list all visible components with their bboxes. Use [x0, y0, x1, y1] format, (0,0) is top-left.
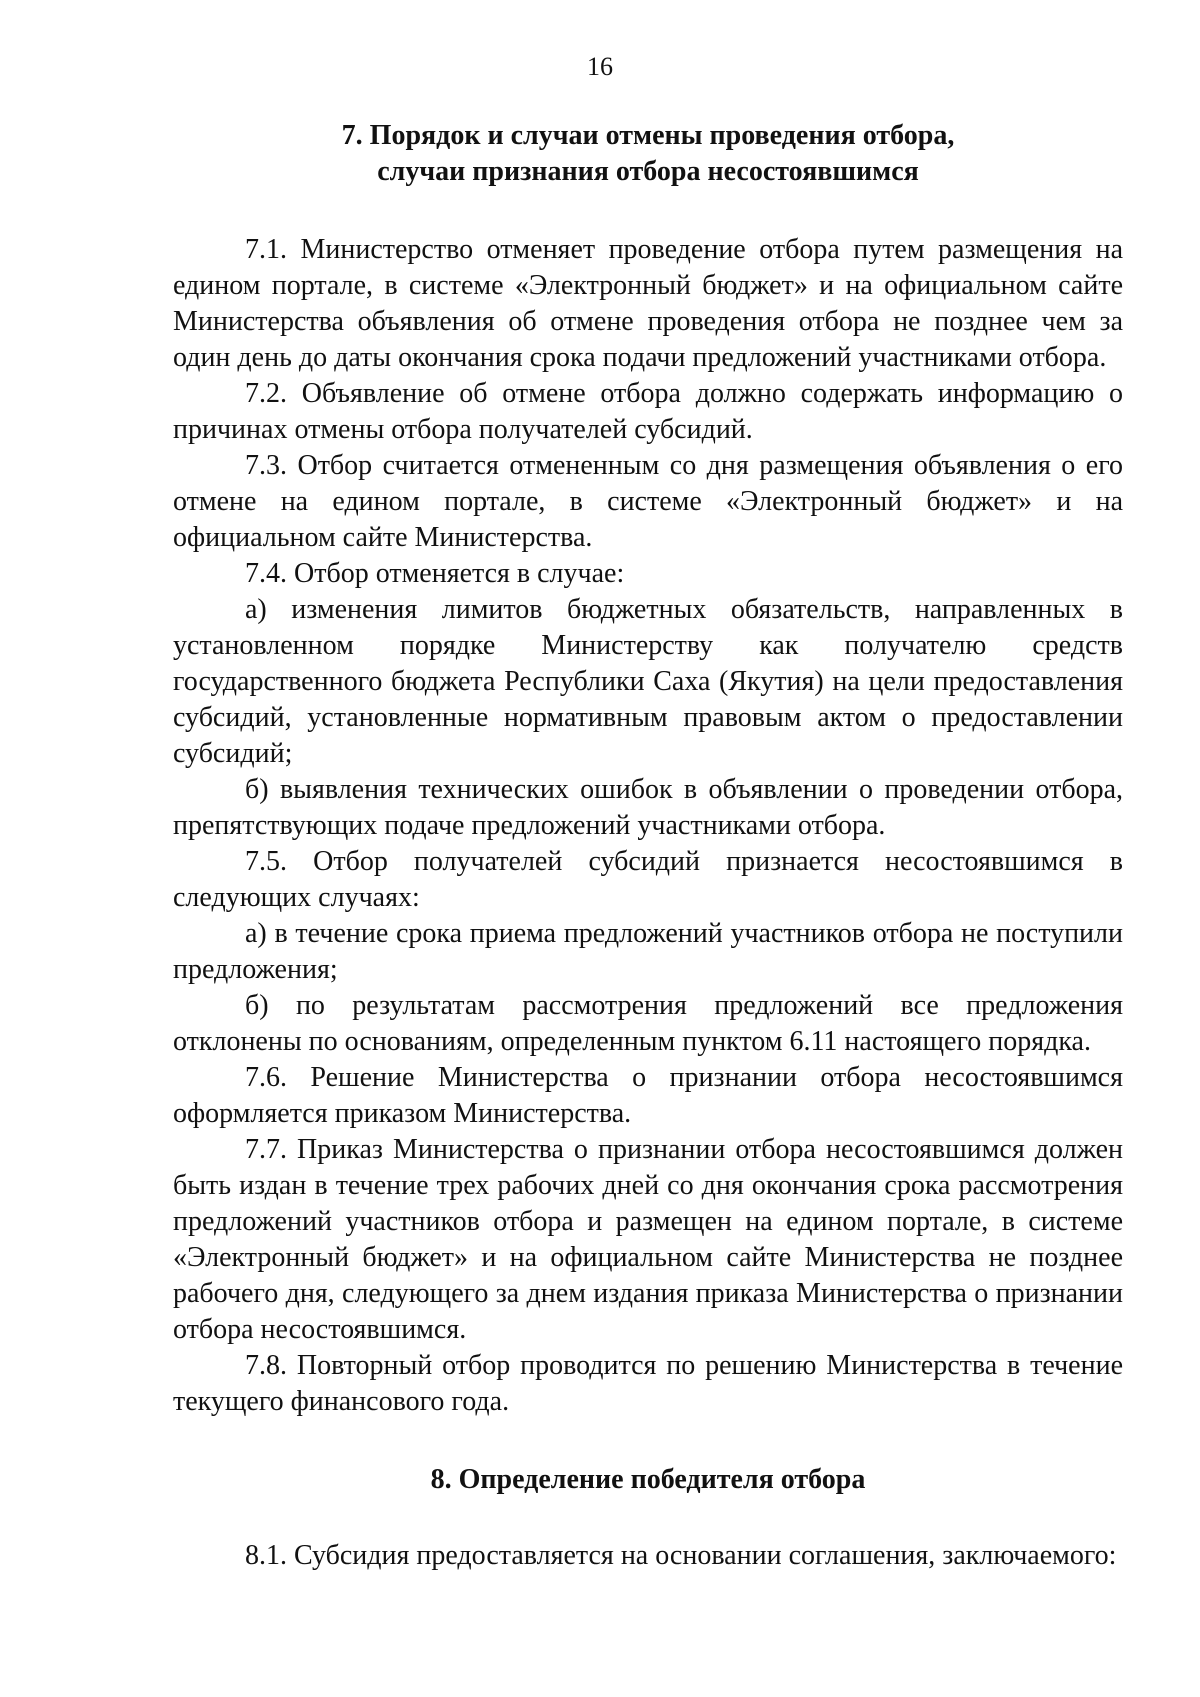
- paragraph-7-7: 7.7. Приказ Министерства о признании отбора несостоявшимся должен быть издан в течение трех рабочих дней со дня окончания срока рассмотрения предложений участников отбора и размещен на едином портале, в системе «Электронный бюджет» и на официальном сайте Министерства не позднее рабочего дня, следующего за днем издания приказа Министерства о признании отбора несостоявшимся.: [173, 1134, 1123, 1345]
- paragraph-7-4: 7.4. Отбор отменяется в случае:: [245, 558, 625, 589]
- document-body: [173, 118, 1123, 1574]
- paragraph-7-4-b: б) выявления технических ошибок в объявлении о проведении отбора, препятствующих подаче предложений участниками отбора.: [173, 774, 1123, 841]
- paragraph-7-2: 7.2. Объявление об отмене отбора должно содержать информацию о причинах отмены отбора получателей субсидий.: [173, 378, 1123, 445]
- section-8-heading: 8. Определение победителя отбора: [430, 1464, 866, 1495]
- section-7-heading-line-2: случаи признания отбора несостоявшимся: [377, 156, 919, 187]
- paragraph-7-4-a: а) изменения лимитов бюджетных обязательств, направленных в установленном порядке Министерству как получателю средств государственного бюджета Республики Саха (Якутия) на цели предоставления субсидий, установленные нормативным правовым актом о предоставлении субсидий;: [173, 594, 1123, 769]
- paragraph-7-8: 7.8. Повторный отбор проводится по решению Министерства в течение текущего финансового года.: [173, 1350, 1123, 1417]
- paragraph-7-5-a: а) в течение срока приема предложений участников отбора не поступили предложения;: [173, 918, 1123, 985]
- paragraph-7-5: 7.5. Отбор получателей субсидий признается несостоявшимся в следующих случаях:: [173, 846, 1123, 913]
- paragraph-7-1: 7.1. Министерство отменяет проведение отбора путем размещения на едином портале, в системе «Электронный бюджет» и на официальном сайте Министерства объявления об отмене проведения отбора не позднее чем за один день до даты окончания срока подачи предложений участниками отбора.: [173, 234, 1123, 373]
- paragraph-7-3: 7.3. Отбор считается отмененным со дня размещения объявления о его отмене на едином портале, в системе «Электронный бюджет» и на официальном сайте Министерства.: [173, 450, 1123, 553]
- paragraph-8-1: 8.1. Субсидия предоставляется на основании соглашения, заключаемого:: [245, 1540, 1117, 1571]
- section-7-heading: [173, 118, 1123, 190]
- paragraph-7-5-b: б) по результатам рассмотрения предложений все предложения отклонены по основаниям, определенным пунктом 6.11 настоящего порядка.: [173, 990, 1123, 1057]
- page-number: 16: [587, 52, 613, 81]
- paragraph-7-6: 7.6. Решение Министерства о признании отбора несостоявшимся оформляется приказом Министерства.: [173, 1062, 1123, 1129]
- section-7-heading-line-1: 7. Порядок и случаи отмены проведения отбора,: [341, 120, 955, 151]
